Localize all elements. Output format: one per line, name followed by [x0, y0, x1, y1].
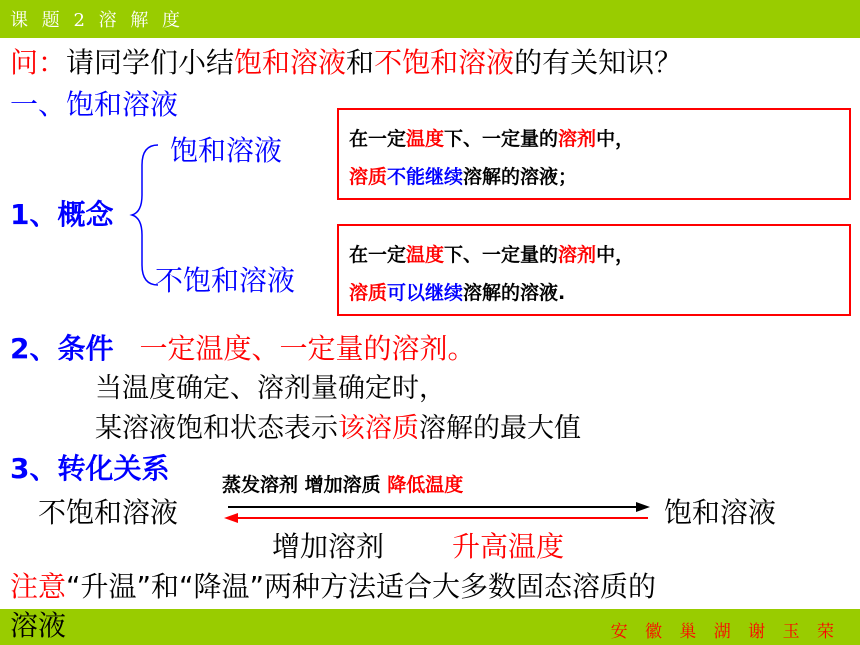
box1-line1: 在一定温度下、一定量的溶剂中， [349, 128, 635, 150]
conversion-label [10, 452, 169, 486]
condition-text-1: 当温度确定、溶剂量确定时， [95, 373, 446, 404]
unsaturated-label: 不饱和溶液 [155, 264, 296, 297]
conversion-bottom-black: 增加溶剂 [272, 530, 385, 563]
slide-title: 课 题 2 溶 解 度 [10, 10, 185, 31]
note-text-2: 溶液 [10, 609, 67, 642]
question-line [10, 46, 682, 80]
section1-title: 一、饱和溶液 [10, 88, 179, 121]
condition-line [10, 332, 476, 366]
condition-text-2: 某溶液饱和状态表示该溶质溶解的最大值 [95, 413, 581, 444]
note-line [10, 570, 656, 604]
double-arrow-icon [222, 502, 652, 524]
condition-value: 一定温度、一定量的溶剂。 [139, 332, 476, 365]
question-part1: 请同学们小结 [66, 46, 235, 79]
conversion-right: 饱和溶液 [664, 496, 777, 529]
condition-label: 2、条件 [10, 332, 114, 365]
box1-line2: 溶质不能继续溶解的溶液； [349, 166, 578, 188]
author-label: 安 徽 巢 湖 谢 玉 荣 [610, 622, 840, 642]
question-part3: 的有关知识？ [514, 46, 683, 79]
note-text: “升温”和“降温”两种方法适合大多数固态溶质的 [66, 570, 657, 603]
saturated-definition-box [337, 108, 851, 200]
footer-bar [0, 609, 860, 645]
saturated-label: 饱和溶液 [170, 134, 283, 167]
box2-line2: 溶质可以继续溶解的溶液. [349, 282, 566, 304]
question-highlight2: 不饱和溶液 [374, 46, 515, 79]
question-part2: 和 [346, 46, 375, 79]
header-bar [0, 0, 860, 38]
question-prefix: 问： [10, 46, 67, 79]
unsaturated-definition-box [337, 224, 851, 316]
conversion-top-methods: 蒸发溶剂 增加溶质 降低温度 [222, 474, 464, 496]
box2-line1: 在一定温度下、一定量的溶剂中， [349, 244, 635, 266]
conversion-bottom-red: 升高温度 [452, 530, 565, 563]
note-label: 注意 [10, 570, 67, 603]
conversion-label-text: 3、转化关系 [10, 452, 170, 485]
concept-label-text: 1、概念 [10, 198, 114, 231]
question-highlight1: 饱和溶液 [234, 46, 347, 79]
conversion-left: 不饱和溶液 [38, 496, 179, 529]
concept-label [10, 198, 113, 232]
